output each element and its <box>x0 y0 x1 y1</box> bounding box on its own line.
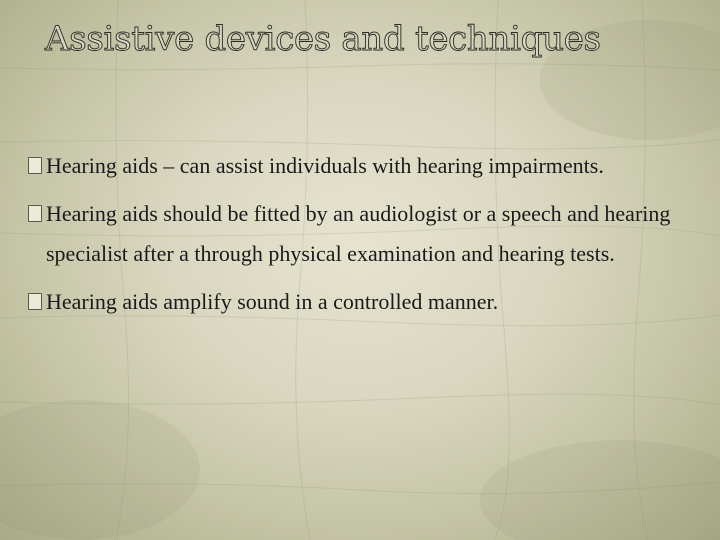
bullet-item <box>28 282 688 322</box>
bullet-text: Hearing aids should be fitted by an audiologist or a speech and hearing specialist after a through physical examination and hearing tests. <box>46 201 671 266</box>
bullet-list <box>28 146 688 330</box>
bullet-text: Hearing aids amplify sound in a controlled manner. <box>46 289 499 314</box>
square-bullet-icon <box>28 157 42 174</box>
square-bullet-icon <box>28 293 42 310</box>
slide-title: Assistive devices and techniques <box>45 19 601 59</box>
bullet-item <box>28 194 688 274</box>
square-bullet-icon <box>28 205 42 222</box>
bullet-text: Hearing aids – can assist individuals with hearing impairments. <box>46 153 604 178</box>
bullet-item <box>28 146 688 186</box>
